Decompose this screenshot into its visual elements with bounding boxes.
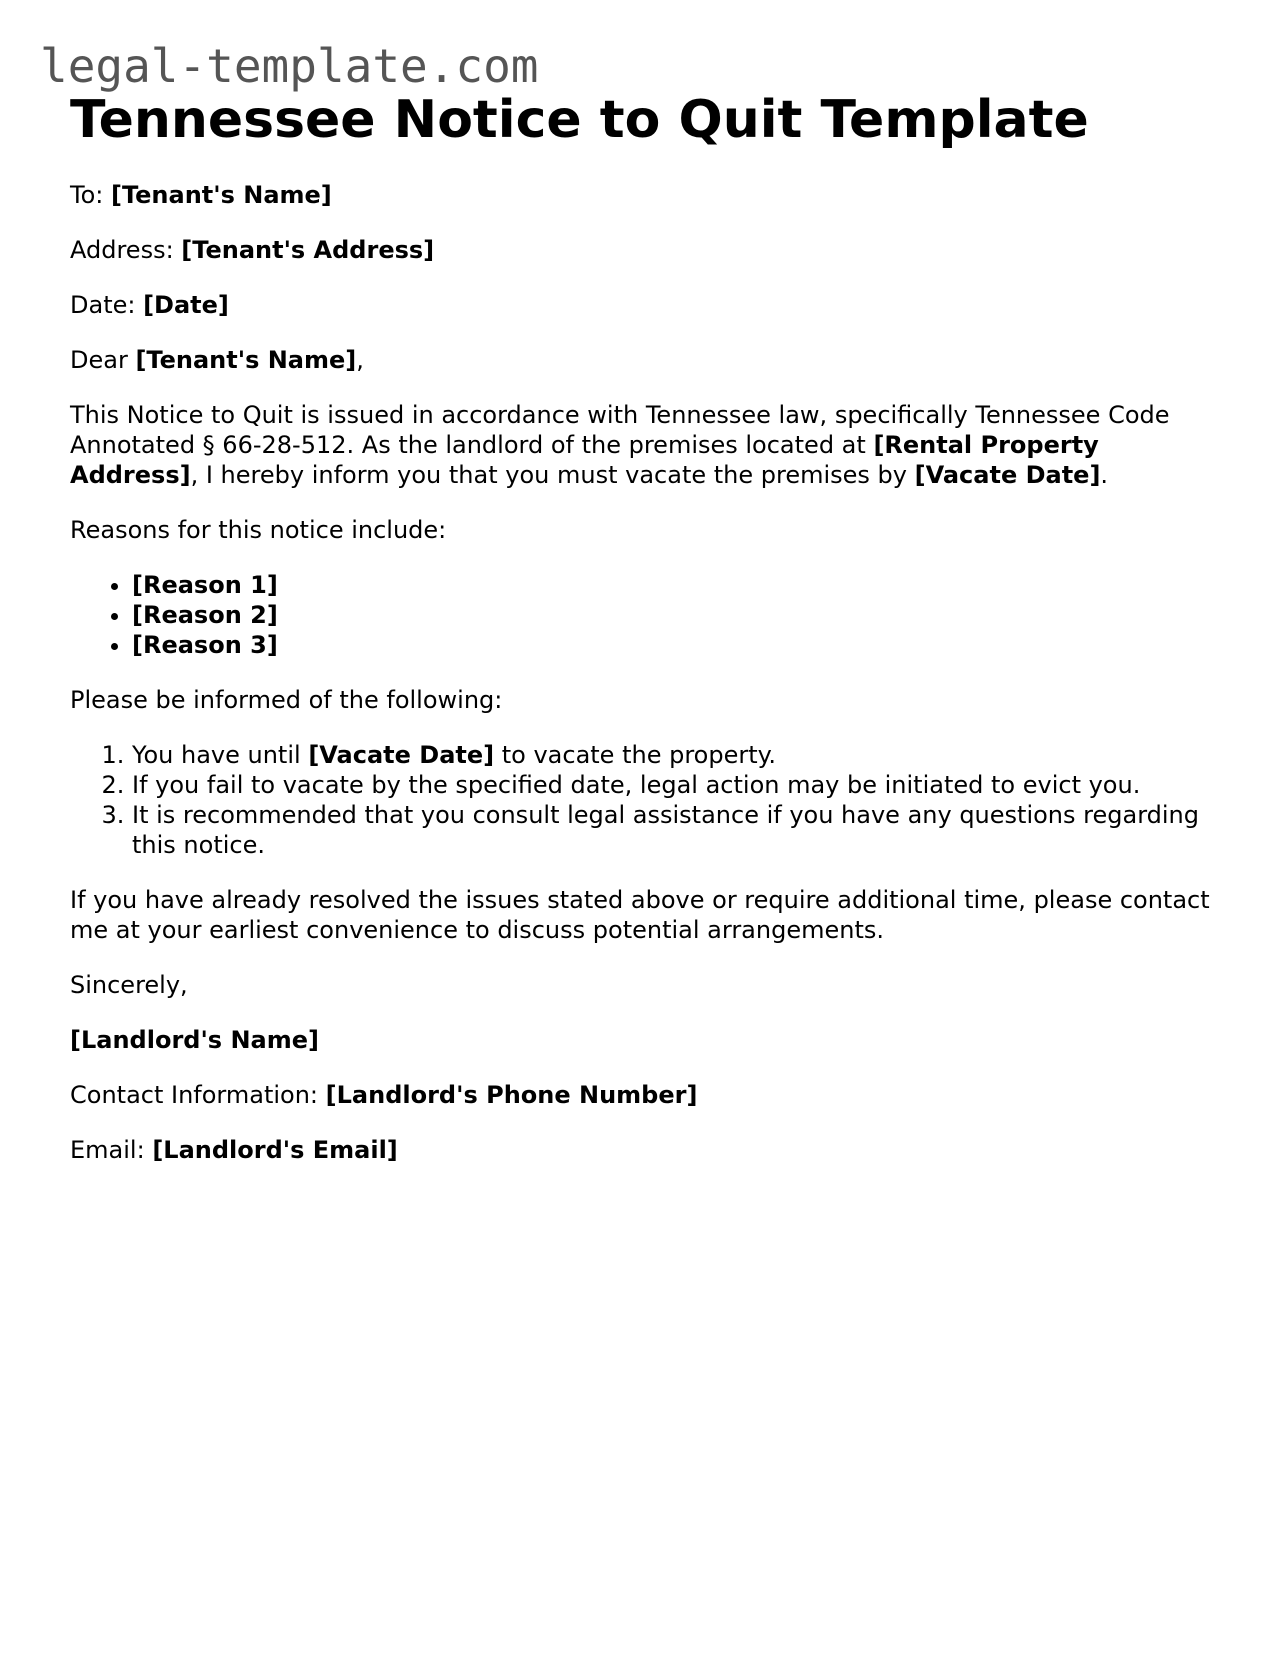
landlord-email-placeholder: [Landlord's Email] bbox=[152, 1136, 398, 1164]
rental-property-placeholder: [Rental Property Address] bbox=[70, 431, 1099, 489]
intro-text-1: This Notice to Quit is issued in accordance with Tennessee law, specifically Tennessee Code Annotated § 66-28-512. As the landlord of the premises located at bbox=[70, 401, 1170, 459]
closing-paragraph: If you have already resolved the issues stated above or require additional time, please contact me at your earliest convenience to discuss potential arrangements. bbox=[70, 886, 1210, 944]
info-item-1-prefix: You have until bbox=[132, 741, 309, 769]
list-item bbox=[132, 570, 1220, 600]
email-label: Email: bbox=[70, 1136, 153, 1164]
address-line bbox=[70, 235, 1220, 265]
info-item-1-suffix: to vacate the property. bbox=[494, 741, 777, 769]
contact-line bbox=[70, 1080, 1220, 1110]
document-body bbox=[70, 88, 1220, 1165]
reasons-heading: Reasons for this notice include: bbox=[70, 516, 447, 544]
reason-placeholder: [Reason 2] bbox=[132, 601, 278, 629]
salutation-suffix: , bbox=[356, 346, 364, 374]
info-list bbox=[70, 740, 1220, 860]
intro-text-2: , I hereby inform you that you must vacate the premises by bbox=[190, 461, 915, 489]
salutation bbox=[70, 345, 1220, 375]
list-item bbox=[132, 800, 1220, 860]
email-line bbox=[70, 1135, 1220, 1165]
landlord-phone-placeholder: [Landlord's Phone Number] bbox=[325, 1081, 698, 1109]
date-line bbox=[70, 290, 1220, 320]
list-item bbox=[132, 740, 1220, 770]
page-title: Tennessee Notice to Quit Template bbox=[70, 90, 1089, 150]
date-label: Date: bbox=[70, 291, 144, 319]
vacate-date-placeholder: [Vacate Date] bbox=[308, 741, 495, 769]
reason-placeholder: [Reason 3] bbox=[132, 631, 278, 659]
info-item-3: It is recommended that you consult legal assistance if you have any questions regarding this notice. bbox=[132, 801, 1199, 859]
contact-label: Contact Information: bbox=[70, 1081, 326, 1109]
list-item bbox=[132, 630, 1220, 660]
landlord-name-line bbox=[70, 1025, 1220, 1055]
tenant-name-placeholder: [Tenant's Name] bbox=[110, 181, 332, 209]
intro-text-3: . bbox=[1100, 461, 1109, 489]
info-item-2: If you fail to vacate by the specified date, legal action may be initiated to evict you. bbox=[132, 771, 1141, 799]
list-item bbox=[132, 770, 1220, 800]
reason-placeholder: [Reason 1] bbox=[132, 571, 278, 599]
list-item bbox=[132, 600, 1220, 630]
vacate-date-placeholder: [Vacate Date] bbox=[914, 461, 1101, 489]
landlord-name-placeholder: [Landlord's Name] bbox=[70, 1026, 319, 1054]
info-heading: Please be informed of the following: bbox=[70, 686, 503, 714]
address-label: Address: bbox=[70, 236, 182, 264]
salutation-tenant-name: [Tenant's Name] bbox=[135, 346, 357, 374]
intro-paragraph bbox=[70, 400, 1220, 490]
watermark-logo: legal-template.com bbox=[40, 39, 539, 93]
tenant-address-placeholder: [Tenant's Address] bbox=[181, 236, 435, 264]
to-line bbox=[70, 180, 1220, 210]
date-placeholder: [Date] bbox=[143, 291, 229, 319]
signoff: Sincerely, bbox=[70, 971, 188, 999]
reasons-list bbox=[70, 570, 1220, 660]
salutation-prefix: Dear bbox=[70, 346, 136, 374]
to-label: To: bbox=[70, 181, 111, 209]
